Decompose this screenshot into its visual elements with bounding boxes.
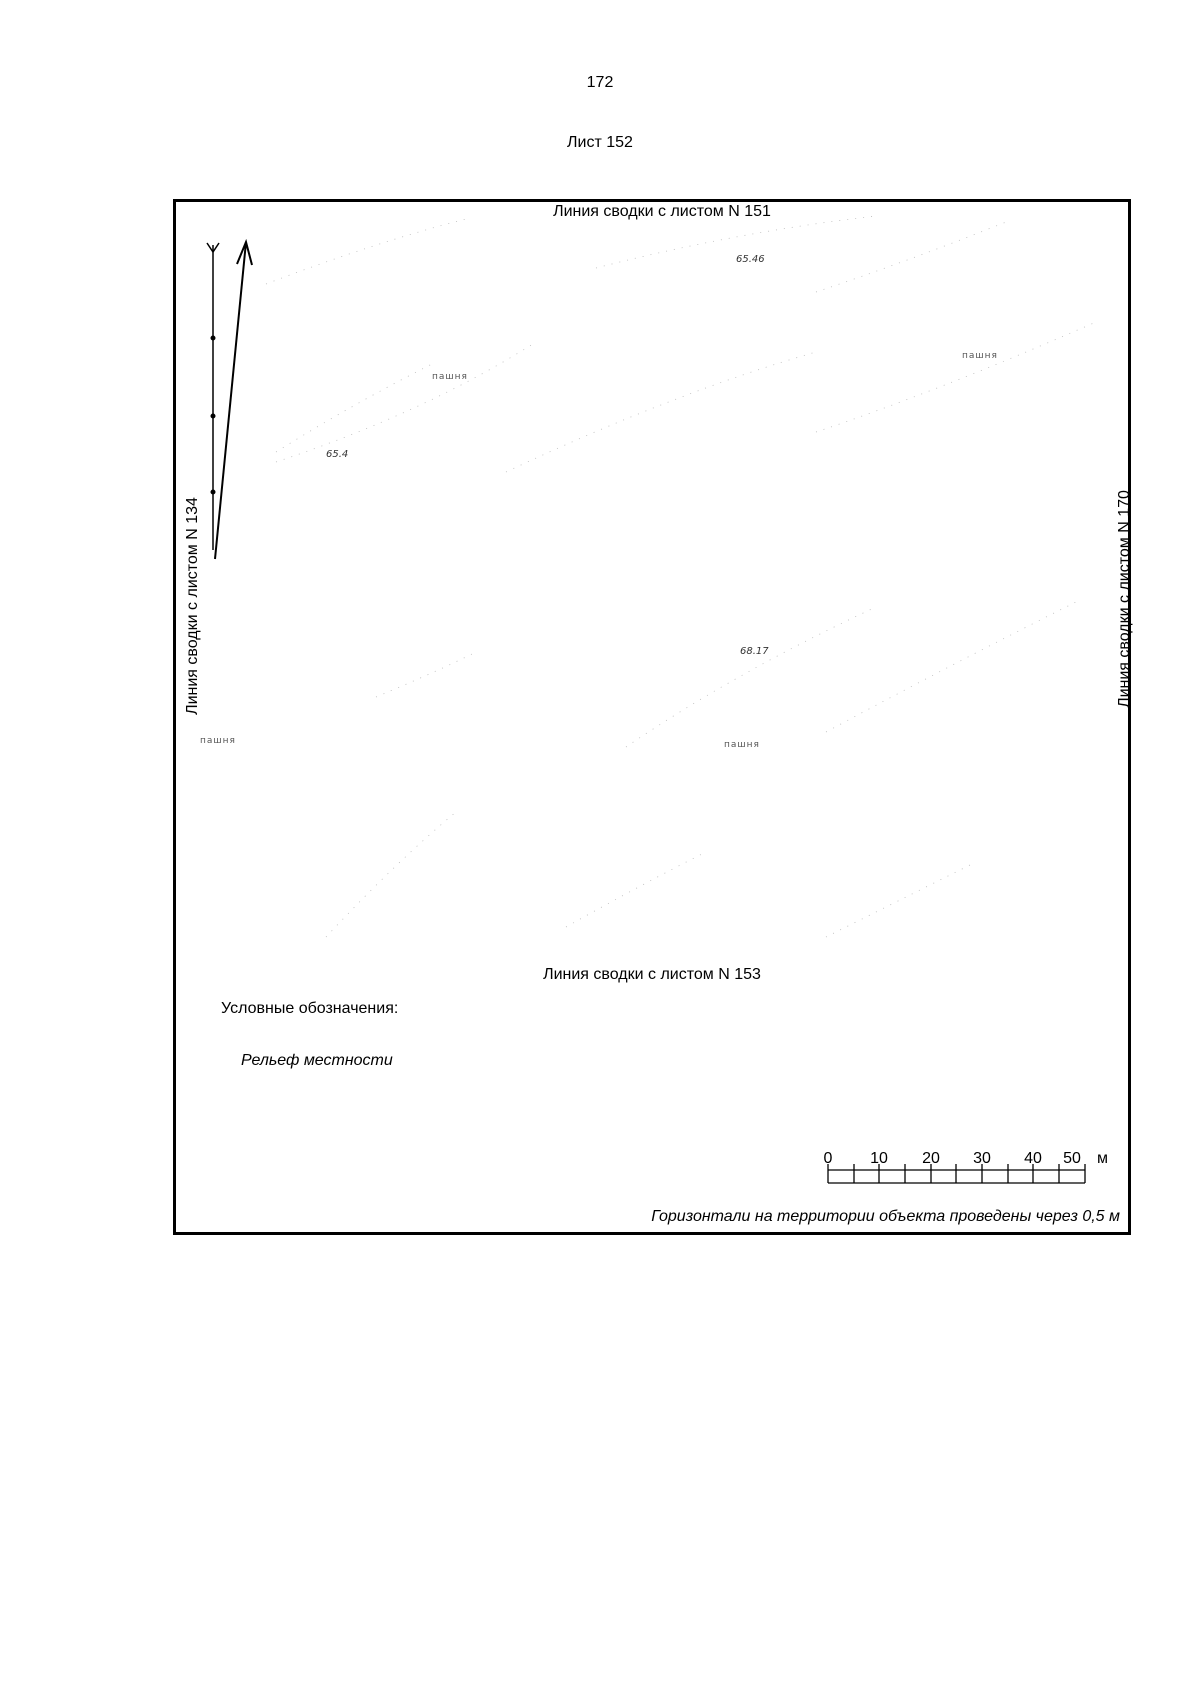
elevation-mark: 68.17 (740, 646, 769, 657)
scale-tick-label: 20 (922, 1150, 940, 1167)
land-label: пашня (432, 372, 468, 382)
elevation-mark: 65.46 (736, 254, 765, 265)
contour-line (816, 222, 1006, 292)
contour-line (276, 362, 436, 452)
scale-tick-label: 10 (870, 1150, 888, 1167)
contour-interval-note: Горизонтали на территории объекта проведены через 0,5 м (651, 1208, 1120, 1225)
scale-unit: м (1097, 1150, 1108, 1167)
edge-label-bottom: Линия сводки с листом N 153 (543, 966, 761, 983)
elevation-mark: 65.4 (326, 449, 349, 460)
edge-label-right: Линия сводки с листом N 170 (1116, 490, 1133, 708)
scale-bar (828, 1164, 1085, 1183)
legend-title: Условные обозначения: (221, 1000, 399, 1017)
scale-tick-label: 30 (973, 1150, 991, 1167)
scale-tick-label: 0 (823, 1150, 833, 1167)
contour-line (276, 342, 536, 462)
page-number: 172 (586, 74, 614, 91)
north-arrow-icon (207, 242, 252, 559)
contour-line (266, 219, 466, 284)
land-label: пашня (200, 736, 236, 746)
contour-lines (266, 216, 1096, 937)
edge-label-left: Линия сводки с листом N 134 (184, 497, 201, 715)
sheet-title: Лист 152 (567, 134, 633, 151)
land-label: пашня (724, 740, 760, 750)
contour-line (826, 602, 1076, 732)
contour-line (506, 352, 816, 472)
scale-tick-label: 40 (1024, 1150, 1042, 1167)
contour-line (626, 607, 876, 747)
contour-line (826, 862, 976, 937)
scale-tick-label: 50 (1063, 1150, 1081, 1167)
contour-line (326, 812, 456, 937)
contour-line (816, 322, 1096, 432)
contour-line (376, 652, 476, 697)
land-label: пашня (962, 351, 998, 361)
edge-label-top: Линия сводки с листом N 151 (553, 203, 771, 220)
map-frame (173, 199, 1131, 1235)
contour-line (566, 852, 706, 927)
legend-item-relief: Рельеф местности (241, 1052, 393, 1069)
